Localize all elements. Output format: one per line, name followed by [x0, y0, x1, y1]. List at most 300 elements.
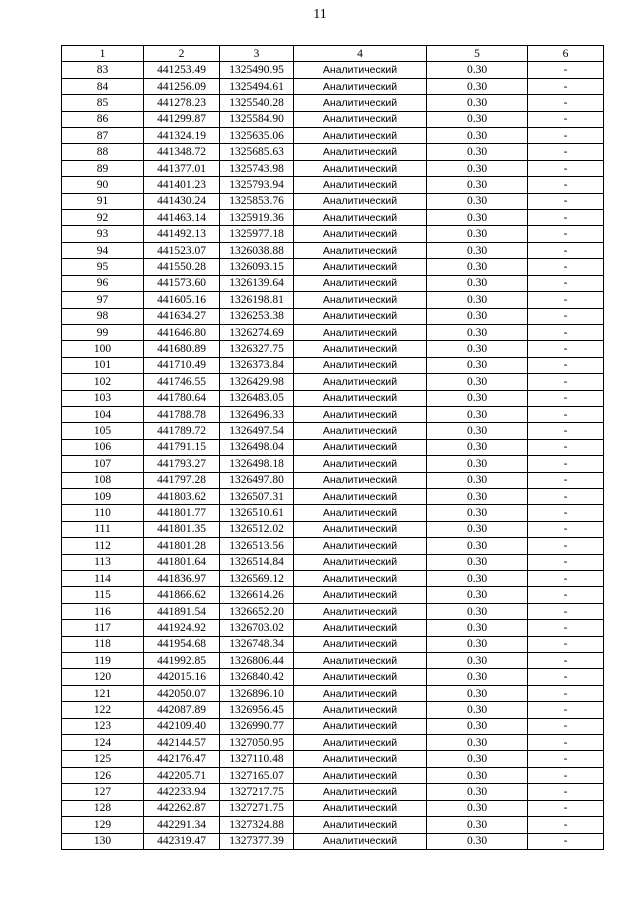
method-cell: Аналитический — [294, 439, 427, 455]
x-coordinate-cell: 441780.64 — [144, 390, 220, 406]
accuracy-cell: 0.30 — [427, 636, 528, 652]
y-coordinate-cell: 1326512.02 — [220, 521, 294, 537]
y-coordinate-cell: 1325977.18 — [220, 226, 294, 242]
note-cell: - — [528, 784, 604, 800]
table-row — [62, 439, 604, 455]
method-cell: Аналитический — [294, 374, 427, 390]
note-cell: - — [528, 62, 604, 78]
table-row — [62, 374, 604, 390]
point-number-cell: 114 — [62, 571, 144, 587]
point-number-cell: 115 — [62, 587, 144, 603]
note-cell: - — [528, 226, 604, 242]
note-cell: - — [528, 620, 604, 636]
accuracy-cell: 0.30 — [427, 751, 528, 767]
table-row — [62, 144, 604, 160]
note-cell: - — [528, 751, 604, 767]
x-coordinate-cell: 441797.28 — [144, 472, 220, 488]
method-cell: Аналитический — [294, 324, 427, 340]
point-number-cell: 122 — [62, 702, 144, 718]
note-cell: - — [528, 817, 604, 833]
point-number-cell: 91 — [62, 193, 144, 209]
table-row — [62, 160, 604, 176]
note-cell: - — [528, 406, 604, 422]
accuracy-cell: 0.30 — [427, 226, 528, 242]
y-coordinate-cell: 1326497.80 — [220, 472, 294, 488]
table-row — [62, 587, 604, 603]
method-cell: Аналитический — [294, 111, 427, 127]
x-coordinate-cell: 441992.85 — [144, 653, 220, 669]
x-coordinate-cell: 441803.62 — [144, 488, 220, 504]
accuracy-cell: 0.30 — [427, 390, 528, 406]
y-coordinate-cell: 1326514.84 — [220, 554, 294, 570]
x-coordinate-cell: 442109.40 — [144, 718, 220, 734]
method-cell: Аналитический — [294, 685, 427, 701]
accuracy-cell: 0.30 — [427, 160, 528, 176]
table-row — [62, 406, 604, 422]
accuracy-cell: 0.30 — [427, 242, 528, 258]
accuracy-cell: 0.30 — [427, 767, 528, 783]
y-coordinate-cell: 1326038.88 — [220, 242, 294, 258]
point-number-cell: 113 — [62, 554, 144, 570]
point-number-cell: 128 — [62, 800, 144, 816]
y-coordinate-cell: 1326510.61 — [220, 505, 294, 521]
y-coordinate-cell: 1325540.28 — [220, 95, 294, 111]
y-coordinate-cell: 1326569.12 — [220, 571, 294, 587]
point-number-cell: 101 — [62, 357, 144, 373]
y-coordinate-cell: 1325635.06 — [220, 128, 294, 144]
x-coordinate-cell: 442291.34 — [144, 817, 220, 833]
table-row — [62, 472, 604, 488]
point-number-cell: 98 — [62, 308, 144, 324]
y-coordinate-cell: 1327217.75 — [220, 784, 294, 800]
accuracy-cell: 0.30 — [427, 587, 528, 603]
note-cell: - — [528, 554, 604, 570]
y-coordinate-cell: 1326497.54 — [220, 423, 294, 439]
x-coordinate-cell: 441299.87 — [144, 111, 220, 127]
point-number-cell: 104 — [62, 406, 144, 422]
point-number-cell: 100 — [62, 341, 144, 357]
y-coordinate-cell: 1327050.95 — [220, 735, 294, 751]
y-coordinate-cell: 1326483.05 — [220, 390, 294, 406]
method-cell: Аналитический — [294, 78, 427, 94]
point-number-cell: 120 — [62, 669, 144, 685]
table-row — [62, 210, 604, 226]
table-row — [62, 538, 604, 554]
x-coordinate-cell: 441377.01 — [144, 160, 220, 176]
accuracy-cell: 0.30 — [427, 800, 528, 816]
accuracy-cell: 0.30 — [427, 177, 528, 193]
method-cell: Аналитический — [294, 390, 427, 406]
x-coordinate-cell: 441430.24 — [144, 193, 220, 209]
accuracy-cell: 0.30 — [427, 275, 528, 291]
table-row — [62, 341, 604, 357]
accuracy-cell: 0.30 — [427, 341, 528, 357]
x-coordinate-cell: 441605.16 — [144, 292, 220, 308]
note-cell: - — [528, 95, 604, 111]
accuracy-cell: 0.30 — [427, 439, 528, 455]
y-coordinate-cell: 1326274.69 — [220, 324, 294, 340]
table-row — [62, 735, 604, 751]
table-row — [62, 833, 604, 849]
x-coordinate-cell: 441523.07 — [144, 242, 220, 258]
note-cell: - — [528, 177, 604, 193]
y-coordinate-cell: 1326373.84 — [220, 357, 294, 373]
method-cell: Аналитический — [294, 653, 427, 669]
method-cell: Аналитический — [294, 833, 427, 849]
x-coordinate-cell: 441492.13 — [144, 226, 220, 242]
accuracy-cell: 0.30 — [427, 685, 528, 701]
table-row — [62, 718, 604, 734]
column-header: 5 — [427, 46, 528, 62]
y-coordinate-cell: 1325853.76 — [220, 193, 294, 209]
method-cell: Аналитический — [294, 784, 427, 800]
method-cell: Аналитический — [294, 95, 427, 111]
point-number-cell: 123 — [62, 718, 144, 734]
point-number-cell: 119 — [62, 653, 144, 669]
method-cell: Аналитический — [294, 242, 427, 258]
table-row — [62, 111, 604, 127]
method-cell: Аналитический — [294, 341, 427, 357]
x-coordinate-cell: 441791.15 — [144, 439, 220, 455]
accuracy-cell: 0.30 — [427, 374, 528, 390]
accuracy-cell: 0.30 — [427, 193, 528, 209]
table-row — [62, 669, 604, 685]
note-cell: - — [528, 144, 604, 160]
accuracy-cell: 0.30 — [427, 603, 528, 619]
note-cell: - — [528, 374, 604, 390]
table-row — [62, 357, 604, 373]
x-coordinate-cell: 441891.54 — [144, 603, 220, 619]
point-number-cell: 127 — [62, 784, 144, 800]
note-cell: - — [528, 292, 604, 308]
y-coordinate-cell: 1326956.45 — [220, 702, 294, 718]
point-number-cell: 92 — [62, 210, 144, 226]
point-number-cell: 125 — [62, 751, 144, 767]
point-number-cell: 121 — [62, 685, 144, 701]
y-coordinate-cell: 1326093.15 — [220, 259, 294, 275]
table-row — [62, 308, 604, 324]
accuracy-cell: 0.30 — [427, 292, 528, 308]
note-cell: - — [528, 341, 604, 357]
method-cell: Аналитический — [294, 767, 427, 783]
accuracy-cell: 0.30 — [427, 571, 528, 587]
note-cell: - — [528, 587, 604, 603]
note-cell: - — [528, 767, 604, 783]
method-cell: Аналитический — [294, 226, 427, 242]
table-row — [62, 62, 604, 78]
point-number-cell: 112 — [62, 538, 144, 554]
table-row — [62, 292, 604, 308]
method-cell: Аналитический — [294, 702, 427, 718]
method-cell: Аналитический — [294, 193, 427, 209]
y-coordinate-cell: 1326614.26 — [220, 587, 294, 603]
point-number-cell: 96 — [62, 275, 144, 291]
x-coordinate-cell: 441954.68 — [144, 636, 220, 652]
y-coordinate-cell: 1326748.34 — [220, 636, 294, 652]
point-number-cell: 107 — [62, 456, 144, 472]
accuracy-cell: 0.30 — [427, 472, 528, 488]
x-coordinate-cell: 442319.47 — [144, 833, 220, 849]
x-coordinate-cell: 442262.87 — [144, 800, 220, 816]
y-coordinate-cell: 1326652.20 — [220, 603, 294, 619]
point-number-cell: 93 — [62, 226, 144, 242]
table-row — [62, 242, 604, 258]
method-cell: Аналитический — [294, 620, 427, 636]
x-coordinate-cell: 441788.78 — [144, 406, 220, 422]
point-number-cell: 95 — [62, 259, 144, 275]
accuracy-cell: 0.30 — [427, 669, 528, 685]
y-coordinate-cell: 1326327.75 — [220, 341, 294, 357]
x-coordinate-cell: 441256.09 — [144, 78, 220, 94]
column-header: 4 — [294, 46, 427, 62]
x-coordinate-cell: 441801.28 — [144, 538, 220, 554]
y-coordinate-cell: 1325743.98 — [220, 160, 294, 176]
x-coordinate-cell: 441680.89 — [144, 341, 220, 357]
accuracy-cell: 0.30 — [427, 554, 528, 570]
table-row — [62, 505, 604, 521]
note-cell: - — [528, 423, 604, 439]
accuracy-cell: 0.30 — [427, 95, 528, 111]
x-coordinate-cell: 441646.80 — [144, 324, 220, 340]
column-header: 3 — [220, 46, 294, 62]
note-cell: - — [528, 538, 604, 554]
accuracy-cell: 0.30 — [427, 144, 528, 160]
method-cell: Аналитический — [294, 128, 427, 144]
table-row — [62, 702, 604, 718]
point-number-cell: 124 — [62, 735, 144, 751]
table-row — [62, 751, 604, 767]
accuracy-cell: 0.30 — [427, 718, 528, 734]
y-coordinate-cell: 1326507.31 — [220, 488, 294, 504]
y-coordinate-cell: 1326990.77 — [220, 718, 294, 734]
accuracy-cell: 0.30 — [427, 784, 528, 800]
method-cell: Аналитический — [294, 488, 427, 504]
table-row — [62, 620, 604, 636]
note-cell: - — [528, 390, 604, 406]
x-coordinate-cell: 441924.92 — [144, 620, 220, 636]
accuracy-cell: 0.30 — [427, 702, 528, 718]
point-number-cell: 99 — [62, 324, 144, 340]
table-row — [62, 275, 604, 291]
note-cell: - — [528, 439, 604, 455]
y-coordinate-cell: 1327165.07 — [220, 767, 294, 783]
table-row — [62, 636, 604, 652]
method-cell: Аналитический — [294, 571, 427, 587]
point-number-cell: 90 — [62, 177, 144, 193]
accuracy-cell: 0.30 — [427, 735, 528, 751]
x-coordinate-cell: 441573.60 — [144, 275, 220, 291]
note-cell: - — [528, 571, 604, 587]
table-row — [62, 521, 604, 537]
x-coordinate-cell: 441401.23 — [144, 177, 220, 193]
method-cell: Аналитический — [294, 259, 427, 275]
method-cell: Аналитический — [294, 423, 427, 439]
x-coordinate-cell: 442144.57 — [144, 735, 220, 751]
x-coordinate-cell: 441348.72 — [144, 144, 220, 160]
accuracy-cell: 0.30 — [427, 833, 528, 849]
note-cell: - — [528, 357, 604, 373]
point-number-cell: 126 — [62, 767, 144, 783]
method-cell: Аналитический — [294, 160, 427, 176]
point-number-cell: 85 — [62, 95, 144, 111]
y-coordinate-cell: 1326806.44 — [220, 653, 294, 669]
note-cell: - — [528, 308, 604, 324]
accuracy-cell: 0.30 — [427, 521, 528, 537]
method-cell: Аналитический — [294, 603, 427, 619]
table-row — [62, 800, 604, 816]
x-coordinate-cell: 441278.23 — [144, 95, 220, 111]
note-cell: - — [528, 488, 604, 504]
y-coordinate-cell: 1325494.61 — [220, 78, 294, 94]
x-coordinate-cell: 442087.89 — [144, 702, 220, 718]
x-coordinate-cell: 441710.49 — [144, 357, 220, 373]
x-coordinate-cell: 441866.62 — [144, 587, 220, 603]
accuracy-cell: 0.30 — [427, 456, 528, 472]
point-number-cell: 118 — [62, 636, 144, 652]
table-header-row — [62, 46, 604, 62]
note-cell: - — [528, 111, 604, 127]
x-coordinate-cell: 442233.94 — [144, 784, 220, 800]
x-coordinate-cell: 441801.35 — [144, 521, 220, 537]
y-coordinate-cell: 1326253.38 — [220, 308, 294, 324]
method-cell: Аналитический — [294, 669, 427, 685]
x-coordinate-cell: 441746.55 — [144, 374, 220, 390]
accuracy-cell: 0.30 — [427, 620, 528, 636]
table-row — [62, 554, 604, 570]
method-cell: Аналитический — [294, 62, 427, 78]
accuracy-cell: 0.30 — [427, 538, 528, 554]
note-cell: - — [528, 160, 604, 176]
note-cell: - — [528, 603, 604, 619]
method-cell: Аналитический — [294, 817, 427, 833]
note-cell: - — [528, 702, 604, 718]
y-coordinate-cell: 1327271.75 — [220, 800, 294, 816]
note-cell: - — [528, 521, 604, 537]
point-number-cell: 103 — [62, 390, 144, 406]
point-number-cell: 108 — [62, 472, 144, 488]
method-cell: Аналитический — [294, 456, 427, 472]
point-number-cell: 106 — [62, 439, 144, 455]
point-number-cell: 86 — [62, 111, 144, 127]
y-coordinate-cell: 1327110.48 — [220, 751, 294, 767]
method-cell: Аналитический — [294, 505, 427, 521]
table-row — [62, 488, 604, 504]
x-coordinate-cell: 441253.49 — [144, 62, 220, 78]
point-number-cell: 109 — [62, 488, 144, 504]
column-header: 2 — [144, 46, 220, 62]
table-row — [62, 456, 604, 472]
y-coordinate-cell: 1326896.10 — [220, 685, 294, 701]
accuracy-cell: 0.30 — [427, 653, 528, 669]
y-coordinate-cell: 1327377.39 — [220, 833, 294, 849]
method-cell: Аналитический — [294, 308, 427, 324]
table-row — [62, 784, 604, 800]
table-body — [62, 46, 604, 850]
method-cell: Аналитический — [294, 718, 427, 734]
point-number-cell: 105 — [62, 423, 144, 439]
page-number: 11 — [313, 7, 327, 22]
y-coordinate-cell: 1326498.04 — [220, 439, 294, 455]
y-coordinate-cell: 1326703.02 — [220, 620, 294, 636]
note-cell: - — [528, 718, 604, 734]
accuracy-cell: 0.30 — [427, 406, 528, 422]
y-coordinate-cell: 1326198.81 — [220, 292, 294, 308]
method-cell: Аналитический — [294, 406, 427, 422]
y-coordinate-cell: 1326513.56 — [220, 538, 294, 554]
accuracy-cell: 0.30 — [427, 111, 528, 127]
method-cell: Аналитический — [294, 177, 427, 193]
table-row — [62, 128, 604, 144]
table-row — [62, 177, 604, 193]
table-row — [62, 817, 604, 833]
x-coordinate-cell: 441836.97 — [144, 571, 220, 587]
note-cell: - — [528, 275, 604, 291]
table-row — [62, 259, 604, 275]
column-header: 6 — [528, 46, 604, 62]
method-cell: Аналитический — [294, 538, 427, 554]
point-number-cell: 117 — [62, 620, 144, 636]
accuracy-cell: 0.30 — [427, 488, 528, 504]
y-coordinate-cell: 1325919.36 — [220, 210, 294, 226]
note-cell: - — [528, 669, 604, 685]
point-number-cell: 94 — [62, 242, 144, 258]
method-cell: Аналитический — [294, 636, 427, 652]
method-cell: Аналитический — [294, 275, 427, 291]
method-cell: Аналитический — [294, 521, 427, 537]
method-cell: Аналитический — [294, 472, 427, 488]
x-coordinate-cell: 441550.28 — [144, 259, 220, 275]
accuracy-cell: 0.30 — [427, 423, 528, 439]
method-cell: Аналитический — [294, 144, 427, 160]
point-number-cell: 129 — [62, 817, 144, 833]
y-coordinate-cell: 1326840.42 — [220, 669, 294, 685]
y-coordinate-cell: 1325584.90 — [220, 111, 294, 127]
accuracy-cell: 0.30 — [427, 817, 528, 833]
point-number-cell: 88 — [62, 144, 144, 160]
table-row — [62, 767, 604, 783]
note-cell: - — [528, 472, 604, 488]
note-cell: - — [528, 128, 604, 144]
y-coordinate-cell: 1325490.95 — [220, 62, 294, 78]
x-coordinate-cell: 441463.14 — [144, 210, 220, 226]
point-number-cell: 83 — [62, 62, 144, 78]
y-coordinate-cell: 1326496.33 — [220, 406, 294, 422]
note-cell: - — [528, 456, 604, 472]
x-coordinate-cell: 441324.19 — [144, 128, 220, 144]
note-cell: - — [528, 653, 604, 669]
point-number-cell: 87 — [62, 128, 144, 144]
table-row — [62, 571, 604, 587]
note-cell: - — [528, 505, 604, 521]
x-coordinate-cell: 442176.47 — [144, 751, 220, 767]
x-coordinate-cell: 442050.07 — [144, 685, 220, 701]
method-cell: Аналитический — [294, 292, 427, 308]
y-coordinate-cell: 1326429.98 — [220, 374, 294, 390]
note-cell: - — [528, 685, 604, 701]
accuracy-cell: 0.30 — [427, 128, 528, 144]
method-cell: Аналитический — [294, 210, 427, 226]
x-coordinate-cell: 441789.72 — [144, 423, 220, 439]
table-row — [62, 653, 604, 669]
accuracy-cell: 0.30 — [427, 259, 528, 275]
table-row — [62, 423, 604, 439]
point-number-cell: 89 — [62, 160, 144, 176]
method-cell: Аналитический — [294, 751, 427, 767]
x-coordinate-cell: 442205.71 — [144, 767, 220, 783]
x-coordinate-cell: 441801.77 — [144, 505, 220, 521]
table-row — [62, 390, 604, 406]
point-number-cell: 111 — [62, 521, 144, 537]
